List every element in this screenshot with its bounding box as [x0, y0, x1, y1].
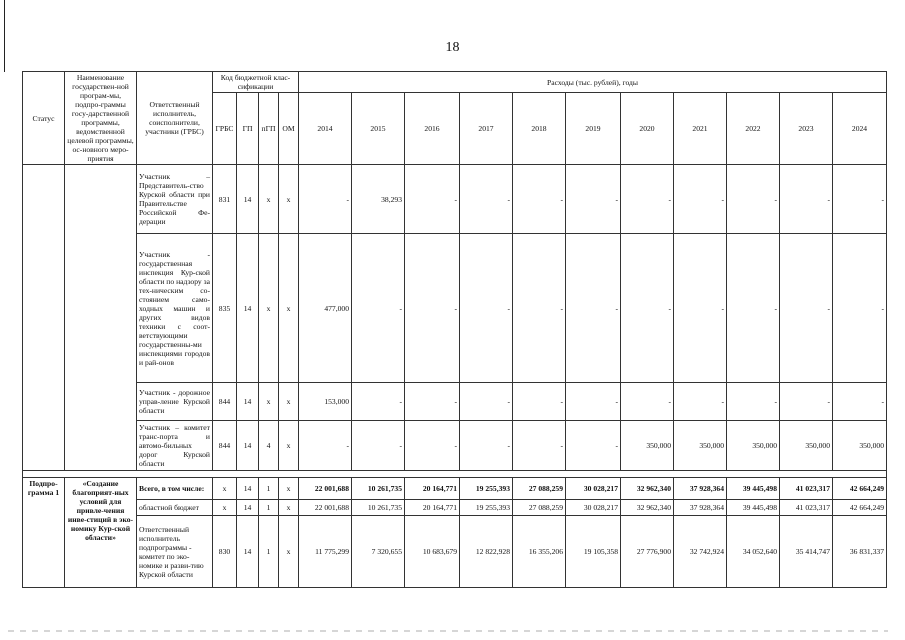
executor-cell: Участник - государственная инспекция Кур-ской области по надзору за тех-ническим со-стоянием само-ходных машин и других видов техники с соот-ветствующими государственны-ми инспекциями городов и рай-онов [137, 234, 213, 383]
value-cell: 34 052,640 [727, 516, 780, 588]
separator-cell [23, 471, 887, 478]
value-cell: 20 164,771 [405, 478, 460, 500]
value-cell: 30 028,217 [566, 478, 621, 500]
value-cell: - [566, 165, 621, 234]
value-cell: - [833, 234, 887, 383]
header-year: 2020 [621, 93, 674, 165]
value-cell: 42 664,249 [833, 500, 887, 516]
code-cell: 14 [237, 516, 259, 588]
header-year: 2022 [727, 93, 780, 165]
value-cell: 20 164,771 [405, 500, 460, 516]
value-cell: 27 088,259 [513, 478, 566, 500]
code-cell: х [279, 500, 299, 516]
value-cell: 41 023,317 [780, 478, 833, 500]
executor-cell: Участник – комитет транс-порта и автомо-бильных дорог Курской области [137, 421, 213, 471]
value-cell: - [460, 421, 513, 471]
value-cell: - [566, 234, 621, 383]
value-cell: - [780, 383, 833, 421]
value-cell: 30 028,217 [566, 500, 621, 516]
header-executor: Ответственный исполнитель, соисполнители, участники (ГРБС) [137, 72, 213, 165]
value-cell: 22 001,688 [299, 500, 352, 516]
code-cell: 844 [213, 383, 237, 421]
header-year: 2014 [299, 93, 352, 165]
value-cell: 38,293 [352, 165, 405, 234]
value-cell: 19 255,393 [460, 500, 513, 516]
value-cell: 12 822,928 [460, 516, 513, 588]
table-row [23, 165, 887, 234]
margin-line [4, 0, 5, 72]
code-cell: х [279, 478, 299, 500]
budget-table [22, 71, 887, 588]
code-cell: х [213, 478, 237, 500]
executor-cell: областной бюджет [137, 500, 213, 516]
code-cell: 830 [213, 516, 237, 588]
table-row [23, 234, 887, 383]
code-cell: 14 [237, 234, 259, 383]
value-cell: 16 355,206 [513, 516, 566, 588]
code-cell: 835 [213, 234, 237, 383]
value-cell: 27 776,900 [621, 516, 674, 588]
value-cell: - [352, 421, 405, 471]
value-cell: - [513, 234, 566, 383]
code-cell: 14 [237, 165, 259, 234]
header-year: 2021 [674, 93, 727, 165]
code-cell: 14 [237, 478, 259, 500]
value-cell: 32 742,924 [674, 516, 727, 588]
value-cell: 35 414,747 [780, 516, 833, 588]
code-cell: 4 [259, 421, 279, 471]
value-cell: - [621, 234, 674, 383]
code-cell: 1 [259, 516, 279, 588]
value-cell: 39 445,498 [727, 478, 780, 500]
table-row [23, 516, 887, 588]
value-cell: 7 320,655 [352, 516, 405, 588]
value-cell: 36 831,337 [833, 516, 887, 588]
value-cell: - [621, 165, 674, 234]
value-cell: 10 261,735 [352, 500, 405, 516]
row-separator [23, 471, 887, 478]
value-cell: - [405, 165, 460, 234]
scan-artifact [8, 630, 888, 632]
value-cell: - [299, 165, 352, 234]
name-cell [65, 165, 137, 471]
table-row [23, 478, 887, 500]
value-cell: - [674, 234, 727, 383]
value-cell: - [513, 421, 566, 471]
value-cell: - [352, 234, 405, 383]
executor-cell: Ответственный исполнитель подпрограммы - комитет по эко-номике и разви-тию Курской области [137, 516, 213, 588]
page-number: 18 [445, 40, 460, 55]
code-cell: 14 [237, 383, 259, 421]
value-cell: 350,000 [674, 421, 727, 471]
value-cell: - [352, 383, 405, 421]
value-cell: - [566, 421, 621, 471]
code-cell: х [279, 516, 299, 588]
header-year: 2019 [566, 93, 621, 165]
value-cell: - [405, 383, 460, 421]
value-cell: 32 962,340 [621, 478, 674, 500]
value-cell: - [460, 165, 513, 234]
header-year: 2015 [352, 93, 405, 165]
status-cell [23, 165, 65, 471]
value-cell: - [299, 421, 352, 471]
code-cell: х [259, 383, 279, 421]
header-expenses: Расходы (тыс. рублей), годы [299, 72, 887, 93]
value-cell: - [674, 383, 727, 421]
header-name: Наименование государствен-ной програм-мы, подпро-граммы госу-дарственной программы, ведомственной целевой программы, ос-новного меро-приятия [65, 72, 137, 165]
value-cell: - [727, 165, 780, 234]
value-cell: - [566, 383, 621, 421]
code-cell: х [213, 500, 237, 516]
value-cell: 22 001,688 [299, 478, 352, 500]
value-cell: 477,000 [299, 234, 352, 383]
header-status: Статус [23, 72, 65, 165]
code-cell: 1 [259, 478, 279, 500]
header-year: 2018 [513, 93, 566, 165]
code-cell: 844 [213, 421, 237, 471]
value-cell: - [621, 383, 674, 421]
table-row [23, 421, 887, 471]
header-code-col: ГРБС [213, 93, 237, 165]
header-year: 2017 [460, 93, 513, 165]
value-cell: 350,000 [727, 421, 780, 471]
value-cell: 27 088,259 [513, 500, 566, 516]
code-cell: 1 [259, 500, 279, 516]
header-code-col: ОМ [279, 93, 299, 165]
executor-cell: Участник – Представитель-ство Курской области при Правительстве Российской Фе-дерации [137, 165, 213, 234]
value-cell: 350,000 [621, 421, 674, 471]
value-cell: - [674, 165, 727, 234]
code-cell: х [279, 234, 299, 383]
code-cell: 14 [237, 500, 259, 516]
value-cell: 153,000 [299, 383, 352, 421]
value-cell: 39 445,498 [727, 500, 780, 516]
value-cell: 350,000 [833, 421, 887, 471]
value-cell: 10 683,679 [405, 516, 460, 588]
executor-cell: Участник - дорожное управ-ление Курской области [137, 383, 213, 421]
table-row [23, 500, 887, 516]
code-cell: х [259, 165, 279, 234]
subprogram-status: Подпро-грамма 1 [23, 478, 65, 588]
value-cell: 19 255,393 [460, 478, 513, 500]
value-cell: 37 928,364 [674, 478, 727, 500]
code-cell: х [279, 165, 299, 234]
code-cell: х [279, 421, 299, 471]
subprogram-name: «Создание благоприят-ных условий для привле-чения инве-стиций в эко-номику Кур-ской области» [65, 478, 137, 588]
value-cell: - [405, 234, 460, 383]
value-cell: - [513, 165, 566, 234]
header-code-col: ГП [237, 93, 259, 165]
value-cell: - [780, 234, 833, 383]
value-cell: 10 261,735 [352, 478, 405, 500]
value-cell: 41 023,317 [780, 500, 833, 516]
value-cell: - [833, 165, 887, 234]
table-row [23, 383, 887, 421]
header-year: 2016 [405, 93, 460, 165]
executor-cell: Всего, в том числе: [137, 478, 213, 500]
code-cell: х [259, 234, 279, 383]
header-year: 2023 [780, 93, 833, 165]
value-cell: - [727, 234, 780, 383]
value-cell: - [727, 383, 780, 421]
header-year: 2024 [833, 93, 887, 165]
value-cell: - [513, 383, 566, 421]
header-code-col: пГП [259, 93, 279, 165]
value-cell: 350,000 [780, 421, 833, 471]
value-cell: 37 928,364 [674, 500, 727, 516]
value-cell: - [460, 383, 513, 421]
code-cell: 14 [237, 421, 259, 471]
code-cell: 831 [213, 165, 237, 234]
value-cell: 19 105,358 [566, 516, 621, 588]
value-cell: 32 962,340 [621, 500, 674, 516]
value-cell: 42 664,249 [833, 478, 887, 500]
value-cell: 11 775,299 [299, 516, 352, 588]
value-cell: - [780, 165, 833, 234]
value-cell: - [460, 234, 513, 383]
value-cell: - [405, 421, 460, 471]
header-budget-code: Код бюджетной клас-сификации [213, 72, 299, 93]
code-cell: х [279, 383, 299, 421]
value-cell: - [833, 383, 887, 421]
